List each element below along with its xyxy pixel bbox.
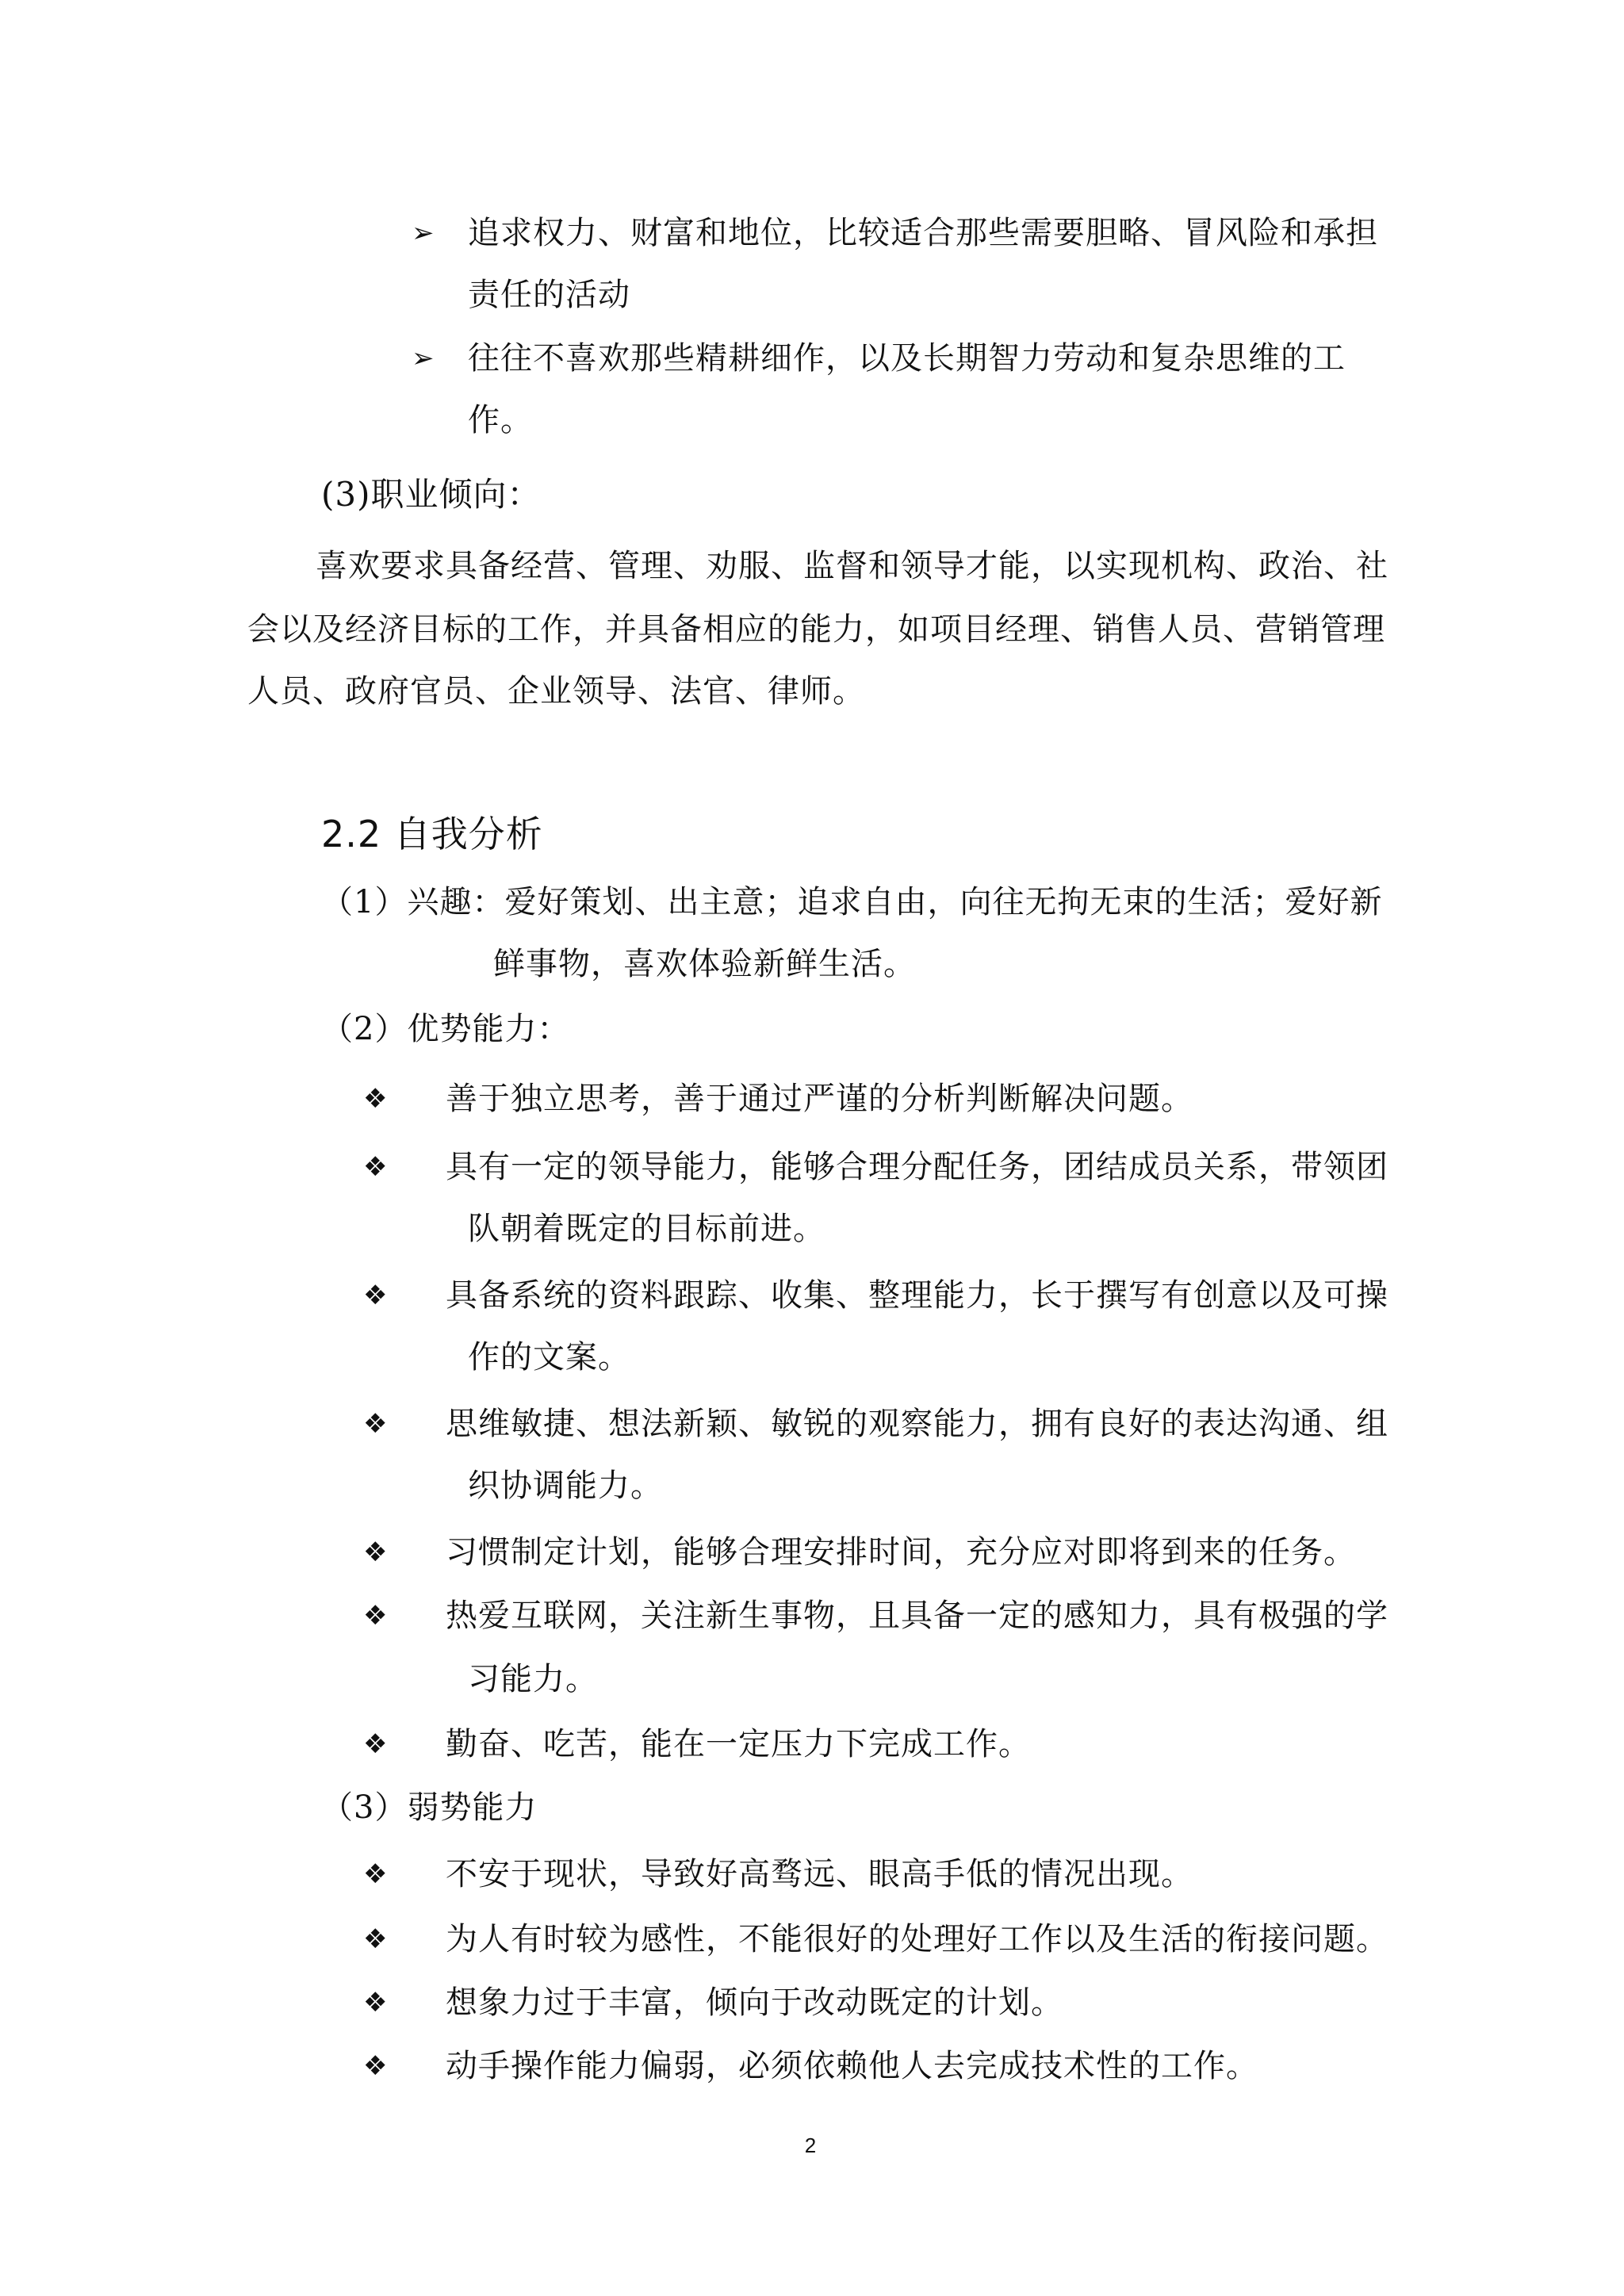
diamond-bullet-icon: ❖ xyxy=(363,1536,388,1568)
strength-item-line: 作的文案。 xyxy=(468,1339,630,1376)
strengths-label: （2）优势能力： xyxy=(321,1011,570,1047)
strength-item-line: 思维敏捷、想法新颖、敏锐的观察能力，拥有良好的表达沟通、组 xyxy=(446,1406,1388,1442)
strength-item-line: 具有一定的领导能力，能够合理分配任务，团结成员关系，带领团 xyxy=(446,1149,1388,1185)
page-number: 2 xyxy=(804,2133,817,2157)
weakness-item-line: 动手操作能力偏弱，必须依赖他人去完成技术性的工作。 xyxy=(446,2048,1258,2084)
diamond-bullet-icon: ❖ xyxy=(363,1280,388,1311)
career-paragraph-line: 会以及经济目标的工作，并具备相应的能力，如项目经理、销售人员、营销管理 xyxy=(247,611,1385,648)
career-paragraph-line: 人员、政府官员、企业领导、法官、律师。 xyxy=(247,673,865,710)
strength-item-line: 习惯制定计划，能够合理安排时间，充分应对即将到来的任务。 xyxy=(446,1534,1356,1571)
strength-item-line: 善于独立思考，善于通过严谨的分析判断解决问题。 xyxy=(446,1081,1193,1117)
diamond-bullet-icon: ❖ xyxy=(363,1408,388,1440)
arrow-bullet-icon: ➢ xyxy=(412,217,435,249)
strength-item-line: 具备系统的资料跟踪、收集、整理能力，长于撰写有创意以及可操 xyxy=(446,1277,1388,1314)
arrow-bullet-line: 往往不喜欢那些精耕细作，以及长期智力劳动和复杂思维的工 xyxy=(468,340,1346,377)
diamond-bullet-icon: ❖ xyxy=(363,1923,388,1955)
weakness-item-line: 不安于现状，导致好高骛远、眼高手低的情况出现。 xyxy=(446,1856,1193,1892)
weakness-item-line: 为人有时较为感性，不能很好的处理好工作以及生活的衔接问题。 xyxy=(446,1921,1388,1957)
diamond-bullet-icon: ❖ xyxy=(363,1083,388,1115)
interest-line: （1）兴趣：爱好策划、出主意；追求自由，向往无拘无束的生活；爱好新 xyxy=(321,884,1383,920)
diamond-bullet-icon: ❖ xyxy=(363,1987,388,2019)
strength-item-line: 织协调能力。 xyxy=(468,1468,663,1504)
diamond-bullet-icon: ❖ xyxy=(363,1151,388,1183)
diamond-bullet-icon: ❖ xyxy=(363,1728,388,1760)
diamond-bullet-icon: ❖ xyxy=(363,1858,388,1890)
career-paragraph-line: 喜欢要求具备经营、管理、劝服、监督和领导才能，以实现机构、政治、社 xyxy=(316,548,1388,584)
strength-item-line: 队朝着既定的目标前进。 xyxy=(468,1211,825,1247)
arrow-bullet-line: 作。 xyxy=(468,402,533,438)
weakness-item-line: 想象力过于丰富，倾向于改动既定的计划。 xyxy=(446,1984,1063,2021)
arrow-bullet-line: 追求权力、财富和地位，比较适合那些需要胆略、冒风险和承担 xyxy=(468,215,1378,251)
strength-item-line: 热爱互联网，关注新生事物，且具备一定的感知力，具有极强的学 xyxy=(446,1598,1388,1634)
career-label: (3)职业倾向： xyxy=(321,475,542,514)
strength-item-line: 习能力。 xyxy=(468,1661,598,1697)
diamond-bullet-icon: ❖ xyxy=(363,2050,388,2082)
section-title: 2.2 自我分析 xyxy=(321,813,543,855)
diamond-bullet-icon: ❖ xyxy=(363,1600,388,1632)
weaknesses-label: （3）弱势能力 xyxy=(321,1789,538,1826)
strength-item-line: 勤奋、吃苦，能在一定压力下完成工作。 xyxy=(446,1726,1031,1762)
arrow-bullet-icon: ➢ xyxy=(412,342,435,374)
interest-line: 鲜事物，喜欢体验新鲜生活。 xyxy=(493,946,916,982)
arrow-bullet-line: 责任的活动 xyxy=(468,277,630,313)
